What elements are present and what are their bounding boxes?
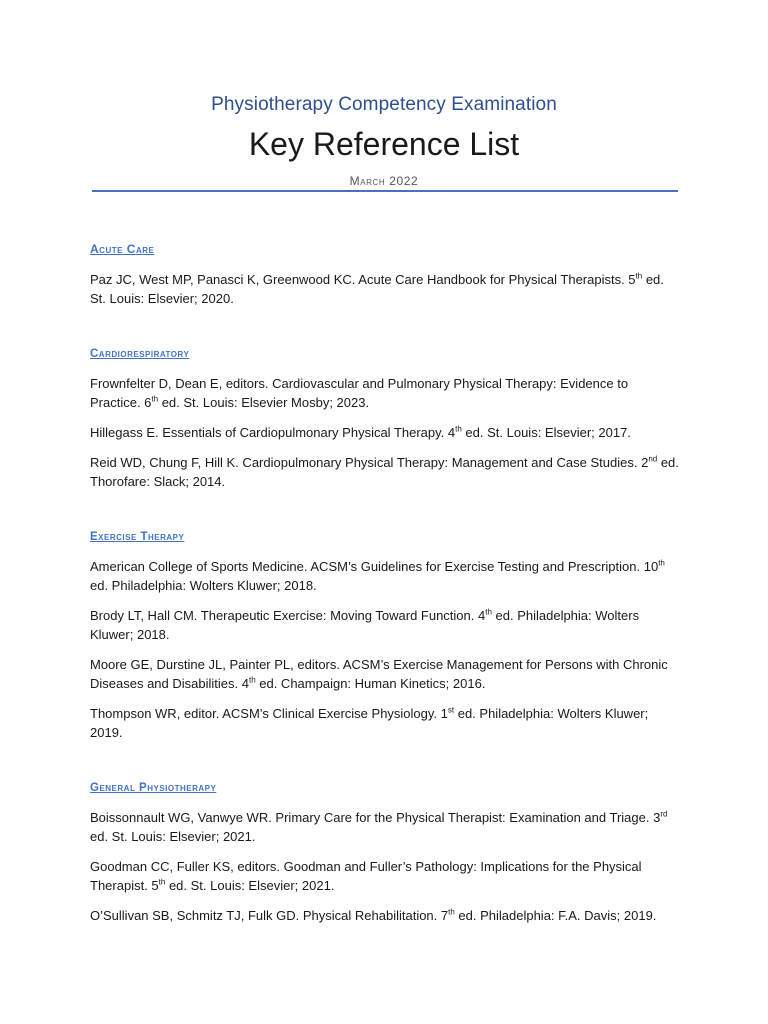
section-heading: Acute Care bbox=[90, 242, 155, 256]
reference-list bbox=[90, 242, 682, 965]
reference-entry: Moore GE, Durstine JL, Painter PL, editors. ACSM’s Exercise Management for Persons with Chronic Diseases and Disabilities. 4th ed. Champaign: Human Kinetics; 2016. bbox=[90, 657, 668, 691]
reference-entry: Reid WD, Chung F, Hill K. Cardiopulmonary Physical Therapy: Management and Case Studies. 2nd ed. Thorofare: Slack; 2014. bbox=[90, 454, 679, 489]
document-date: March 2022 bbox=[349, 174, 419, 188]
reference-entry: Frownfelter D, Dean E, editors. Cardiovascular and Pulmonary Physical Therapy: Evidence to Practice. 6th ed. St. Louis: Elsevier Mosby; 2023. bbox=[90, 376, 629, 410]
reference-entry: Brody LT, Hall CM. Therapeutic Exercise: Moving Toward Function. 4th ed. Philadelphia: Wolters Kluwer; 2018. bbox=[90, 607, 640, 642]
reference-entry: Hillegass E. Essentials of Cardiopulmonary Physical Therapy. 4th ed. St. Louis: Elsevier; 2017. bbox=[90, 424, 631, 440]
reference-entry: O’Sullivan SB, Schmitz TJ, Fulk GD. Physical Rehabilitation. 7th ed. Philadelphia: F.A. Davis; 2019. bbox=[90, 907, 657, 923]
section-acute-care bbox=[90, 242, 682, 308]
document-title: Key Reference List bbox=[248, 126, 520, 162]
reference-entry: Thompson WR, editor. ACSM’s Clinical Exercise Physiology. 1st ed. Philadelphia: Wolters Kluwer; 2019. bbox=[90, 705, 649, 740]
section-exercise-therapy bbox=[90, 531, 682, 742]
reference-entry: Goodman CC, Fuller KS, editors. Goodman and Fuller’s Pathology: Implications for the Physical Therapist. 5th ed. St. Louis: Elsevier; 2021. bbox=[90, 859, 642, 893]
reference-entry: Boissonnault WG, Vanwye WR. Primary Care for the Physical Therapist: Examination and Triage. 3rd ed. St. Louis: Elsevier; 2021. bbox=[90, 809, 668, 844]
section-heading: Exercise Therapy bbox=[90, 531, 185, 543]
section-heading: General Physiotherapy bbox=[90, 782, 217, 794]
section-general-physiotherapy bbox=[90, 782, 682, 925]
reference-entry: Paz JC, West MP, Panasci K, Greenwood KC. Acute Care Handbook for Physical Therapists. 5th ed. St. Louis: Elsevier; 2020. bbox=[90, 271, 664, 306]
section-heading: Cardiorespiratory bbox=[90, 348, 190, 360]
header-divider bbox=[92, 190, 678, 192]
reference-entry: American College of Sports Medicine. ACSM’s Guidelines for Exercise Testing and Prescription. 10th ed. Philadelphia: Wolters Kluwer; 2018. bbox=[90, 558, 665, 593]
document-subtitle: Physiotherapy Competency Examination bbox=[211, 94, 557, 115]
section-cardiorespiratory bbox=[90, 348, 682, 491]
document-header bbox=[0, 92, 768, 188]
